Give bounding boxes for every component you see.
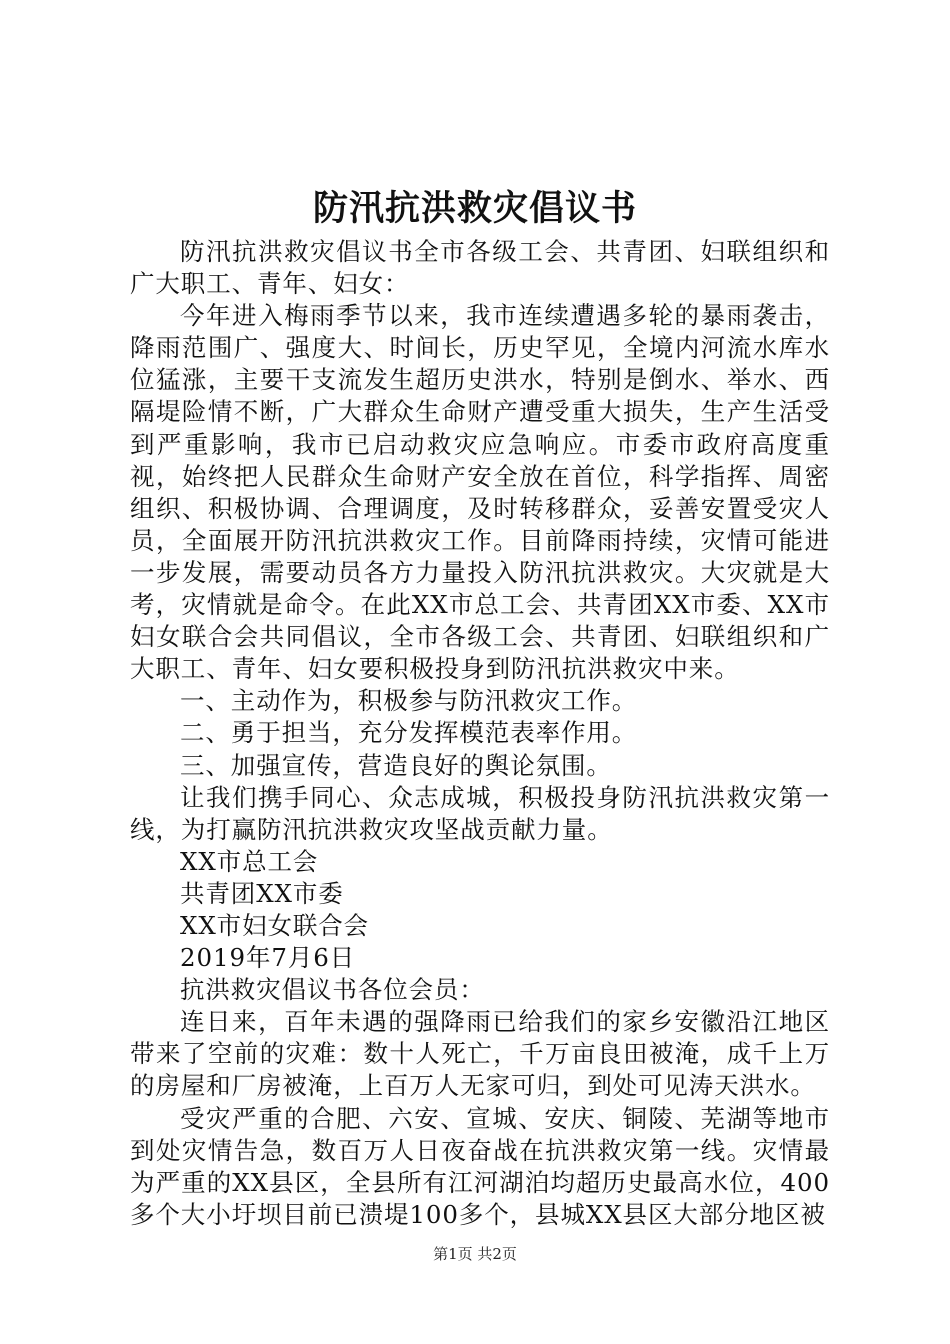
page-footer: 第1页 共2页 — [433, 1245, 517, 1263]
body-paragraph: 今年进入梅雨季节以来，我市连续遭遇多轮的暴雨袭击，降雨范围广、强度大、时间长，历史罕见，全境内河流水库水位猛涨，主要干支流发生超历史洪水，特别是倒水、举水、西隔堤险情不断，广大群众生命财产遭受重大损失，生产生活受到严重影响，我市已启动救灾应急响应。市委市政府高度重视，始终把人民群众生命财产安全放在首位，科学指挥、周密组织、积极协调、合理调度，及时转移群众，妥善安置受灾人员，全面展开防汛抗洪救灾工作。目前降雨持续，灾情可能进一步发展，需要动员各方力量投入防汛抗洪救灾。大灾就是大考，灾情就是命令。在此XX市总工会、共青团XX市委、XX市妇女联合会共同倡议，全市各级工会、共青团、妇联组织和广大职工、青年、妇女要积极投身到防汛抗洪救灾中来。 — [130, 301, 830, 684]
document-title: 防汛抗洪救灾倡议书 — [312, 188, 637, 229]
date-line: 2019年7月6日 — [180, 943, 356, 973]
document-body — [130, 236, 830, 1231]
signature-line: 共青团XX市委 — [180, 878, 344, 908]
second-heading: 抗洪救灾倡议书各位会员： — [180, 975, 485, 1005]
signature-line: XX市妇女联合会 — [180, 910, 370, 940]
body-paragraph: 受灾严重的合肥、六安、宣城、安庆、铜陵、芜湖等地市到处灾情告急，数百万人日夜奋战在抗洪救灾第一线。灾情最为严重的XX县区，全县所有江河湖泊均超历史最高水位，400多个大小圩坝目前已溃堤100多个，县城XX县区大部分地区被 — [130, 1103, 830, 1229]
body-paragraph: 连日来，百年未遇的强降雨已给我们的家乡安徽沿江地区带来了空前的灾难：数十人死亡，千万亩良田被淹，成千上万的房屋和厂房被淹，上百万人无家可归，到处可见涛天洪水。 — [130, 1007, 830, 1101]
salutation-paragraph: 防汛抗洪救灾倡议书全市各级工会、共青团、妇联组织和广大职工、青年、妇女： — [130, 237, 830, 299]
list-item: 二、勇于担当，充分发挥模范表率作用。 — [180, 718, 638, 748]
signature-line: XX市总工会 — [180, 846, 319, 876]
list-item: 三、加强宣传，营造良好的舆论氛围。 — [180, 750, 612, 780]
closing-paragraph: 让我们携手同心、众志成城，积极投身防汛抗洪救灾第一线，为打赢防汛抗洪救灾攻坚战贡献力量。 — [130, 782, 830, 844]
list-item: 一、主动作为，积极参与防汛救灾工作。 — [180, 686, 638, 716]
